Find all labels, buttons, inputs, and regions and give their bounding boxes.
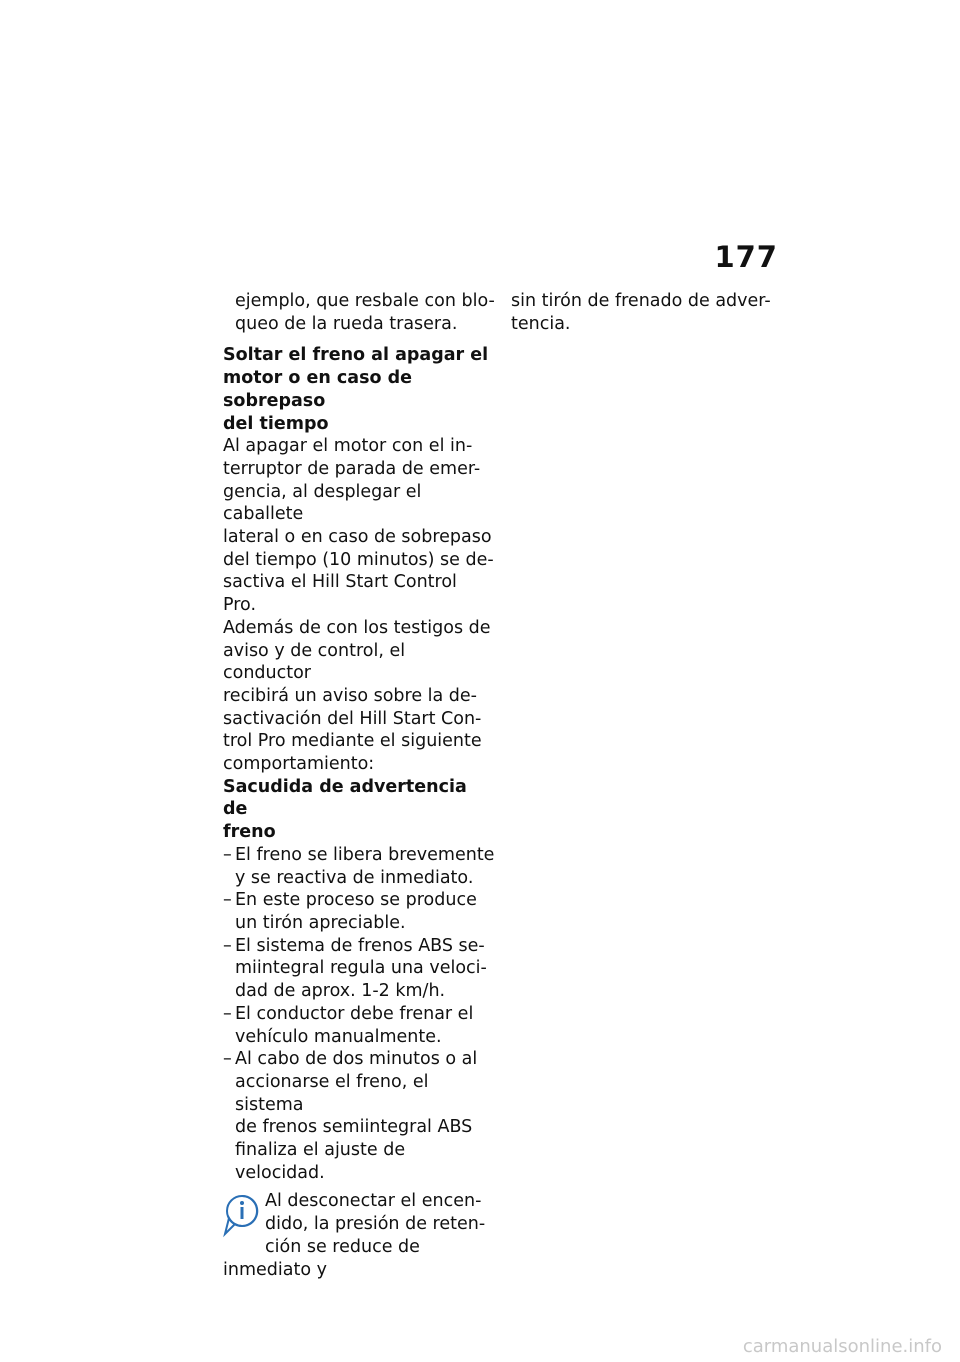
footer-watermark: carmanualsonline.info: [742, 1336, 942, 1357]
list-item: – El conductor debe frenar el vehículo manualmente.: [223, 1003, 474, 1047]
list-item: – El freno se libera brevemente y se reactiva de inmediato.: [223, 844, 495, 888]
list-item: – El sistema de frenos ABS se- miintegral regula una veloci- dad de aprox. 1-2 km/h.: [223, 935, 487, 1002]
dash-bullet: –: [223, 890, 232, 911]
dash-bullet: –: [223, 1003, 232, 1024]
right-column: [511, 290, 771, 335]
section-heading: Soltar el freno al apagar el motor o en caso de sobrepaso del tiempo: [223, 345, 489, 434]
dash-list: [223, 844, 495, 1185]
list-item: – Al cabo de dos minutos o al accionarse el freno, el sistema de frenos semiintegral ABS finaliza el ajuste de velocidad.: [223, 1049, 478, 1183]
dash-bullet: –: [223, 1049, 232, 1070]
list-item: – En este proceso se produce un tirón apreciable.: [223, 890, 477, 933]
info-icon: [223, 1192, 261, 1238]
dash-bullet: –: [223, 844, 232, 865]
page-number: 177: [714, 240, 778, 274]
subheading: Sacudida de advertencia de freno: [223, 776, 467, 843]
section-body: Al apagar el motor con el in- terruptor de parada de emer- gencia, al desplegar el caballete lateral o en caso de sobrepaso del tiempo (10 minutos) se de- sactiva el Hill Start Control Pro. Además de con los testigos de aviso y de control, el conductor recibirá un aviso sobre la de- sactivación del Hill Start Con- trol Pro mediante el siguiente comportamiento:: [223, 436, 494, 775]
continuation-paragraph: ejemplo, que resbale con blo- queo de la rueda trasera.: [235, 291, 495, 334]
right-paragraph: sin tirón de frenado de adver- tencia.: [511, 291, 771, 334]
dash-bullet: –: [223, 935, 232, 956]
info-note: Al desconectar el encen- dido, la presión de reten- ción se reduce de inmediato y: [223, 1191, 486, 1280]
left-column: [223, 290, 495, 1281]
